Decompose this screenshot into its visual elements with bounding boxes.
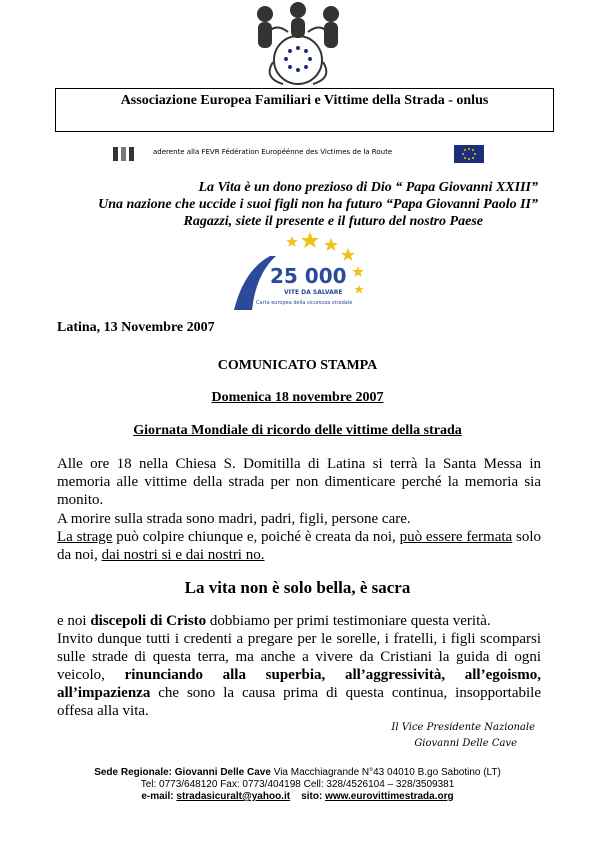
para3-text-d: solo da noi,: [57, 529, 541, 563]
footer-phones: Tel: 0773/648120 Fax: 0773/404198 Cell: 328/4526104 – 328/3509381: [140, 779, 455, 790]
date-line: Latina, 13 Novembre 2007: [57, 320, 215, 335]
fermata-text: può essere fermata: [399, 529, 513, 545]
footer-site-label: sito:: [290, 791, 326, 802]
footer-contacts: [0, 791, 595, 802]
eu-flag-icon: [454, 145, 484, 163]
si-no-text: dai nostri si e dai nostri no.: [101, 547, 265, 563]
press-release-title: COMUNICATO STAMPA: [217, 358, 378, 373]
fevr-banner: [113, 145, 484, 163]
footer-address-text: Via Macchiagrande N°43 04010 B.go Sabotino (LT): [270, 767, 501, 778]
quote-giovanni-paolo-ii: Una nazione che uccide i suoi figli non ha futuro “Papa Giovanni Paolo II”: [98, 197, 538, 212]
fevr-logo-icon: [113, 145, 143, 163]
association-logo: [243, 0, 353, 88]
quote-ragazzi: Ragazzi, siete il presente e il futuro del nostro Paese: [183, 214, 483, 229]
vite-da-salvare-logo: [230, 230, 365, 312]
para5-text-a: Invito dunque tutti i credenti a pregare per le sorelle, i fratelli, i figli scomparsi sulle strade di questa terra, ma anche a vivere da Cristiani la guida di ogni veicolo,: [57, 631, 541, 683]
para4-text-a: e noi: [57, 613, 91, 629]
association-title: Associazione Europea Familiari e Vittime della Strada - onlus: [120, 93, 489, 108]
quote-giovanni-xxiii: La Vita è un dono prezioso di Dio “ Papa Giovanni XXIII”: [198, 180, 538, 195]
logo-subtitle: VITE DA SALVARE: [284, 289, 343, 296]
para4-text-c: dobbiamo per primi testimoniare questa verità.: [206, 613, 491, 629]
signature-name: Giovanni Delle Cave: [414, 738, 517, 749]
strage-text: La strage: [57, 529, 113, 545]
footer-email-label: e-mail:: [141, 791, 177, 802]
paragraph-invitation: [57, 630, 541, 720]
paragraph-disciples: [57, 612, 541, 630]
para3-text-b: può colpire chiunque e, poiché è creata da noi,: [112, 529, 400, 545]
footer-address: [0, 767, 595, 778]
event-name: Giornata Mondiale di ricordo delle vittime della strada: [133, 423, 462, 438]
fevr-banner-text: aderente alla FEVR Fédération Européénne des Victimes de la Route: [153, 148, 393, 156]
signature-role: Il Vice Presidente Nazionale: [391, 722, 535, 733]
footer-email-link[interactable]: stradasicuralt@yahoo.it: [176, 791, 291, 802]
discepoli-text: discepoli di Cristo: [90, 613, 207, 629]
motto-heading: La vita non è solo bella, è sacra: [184, 578, 411, 597]
footer-seat-label: Sede Regionale: Giovanni Delle Cave: [94, 767, 271, 778]
paragraph-strage: [57, 528, 541, 564]
association-header-box: [55, 88, 554, 132]
paragraph-victims: A morire sulla strada sono madri, padri, figli, persone care.: [57, 511, 411, 527]
paragraph-mass-announcement: Alle ore 18 nella Chiesa S. Domitilla di Latina si terrà la Santa Messa in memoria alle vittime della strada per non dimenticare perché la memoria sia monito.: [57, 456, 541, 508]
logo-number: 25 000: [270, 264, 347, 288]
rinunciando-text: rinunciando alla superbia, all’aggressività, all’egoismo, all’impazienza: [57, 667, 541, 701]
event-date: Domenica 18 novembre 2007: [211, 390, 384, 405]
para5-text-c: che sono la causa prima di questa continua, insopportabile offesa alla vita.: [57, 685, 541, 719]
logo-caption: Carta europea della sicurezza stradale: [256, 300, 353, 306]
footer-site-link[interactable]: www.eurovittimestrada.org: [325, 791, 454, 802]
